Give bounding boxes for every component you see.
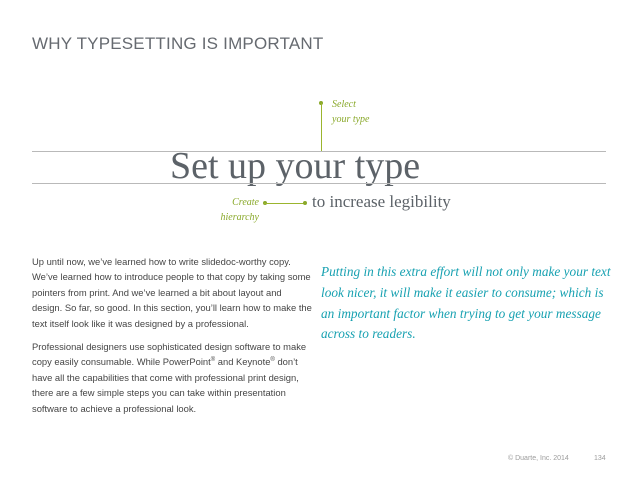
heading-bottom-rule [32, 183, 606, 184]
select-your-type-annotation [332, 97, 370, 127]
paragraph-segment: Professional designers use sophisticated design software to make copy easily consumable. While PowerPoint [32, 341, 307, 368]
body-paragraph-1 [32, 254, 312, 331]
subheading: to increase legibility [312, 192, 451, 211]
main-heading: Set up your type [170, 145, 421, 187]
annotation-line: hierarchy [220, 212, 259, 223]
create-leader-line [264, 203, 305, 204]
pull-quote: Putting in this extra effort will not only make your text look nicer, it will make it easier to consume; which is an important factor when trying to get your message across to readers. [321, 264, 611, 342]
body-paragraph-2 [32, 339, 312, 416]
registered-mark: ® [270, 357, 275, 364]
annotation-line: Select [332, 99, 356, 110]
paragraph-text [32, 339, 312, 416]
annotation-line: Create [232, 197, 259, 208]
create-annotation-end-dot [303, 201, 307, 205]
create-hierarchy-annotation [217, 195, 259, 225]
paragraph-segment: and Keynote [215, 356, 271, 368]
paragraph-text: Up until now, we’ve learned how to write slidedoc-worthy copy. We’ve learned how to introduce people to that copy by taking some pointers from print. And we’ve learned a bit about layout and design. So far, so good. In this section, you’ll learn how to make the text itself look like it was designed by a professional. [32, 256, 312, 329]
footer-copyright: © Duarte, Inc. 2014 [508, 455, 569, 462]
annotation-line: your type [332, 114, 370, 125]
page-number: 134 [594, 455, 606, 462]
registered-mark: ® [210, 357, 216, 364]
paragraph-segment: don’t have all the capabilities that come with professional print design, there are a few simple steps you can take within presentation software to achieve a professional look. [32, 356, 299, 414]
page-section-title: WHY TYPESETTING IS IMPORTANT [32, 34, 324, 53]
